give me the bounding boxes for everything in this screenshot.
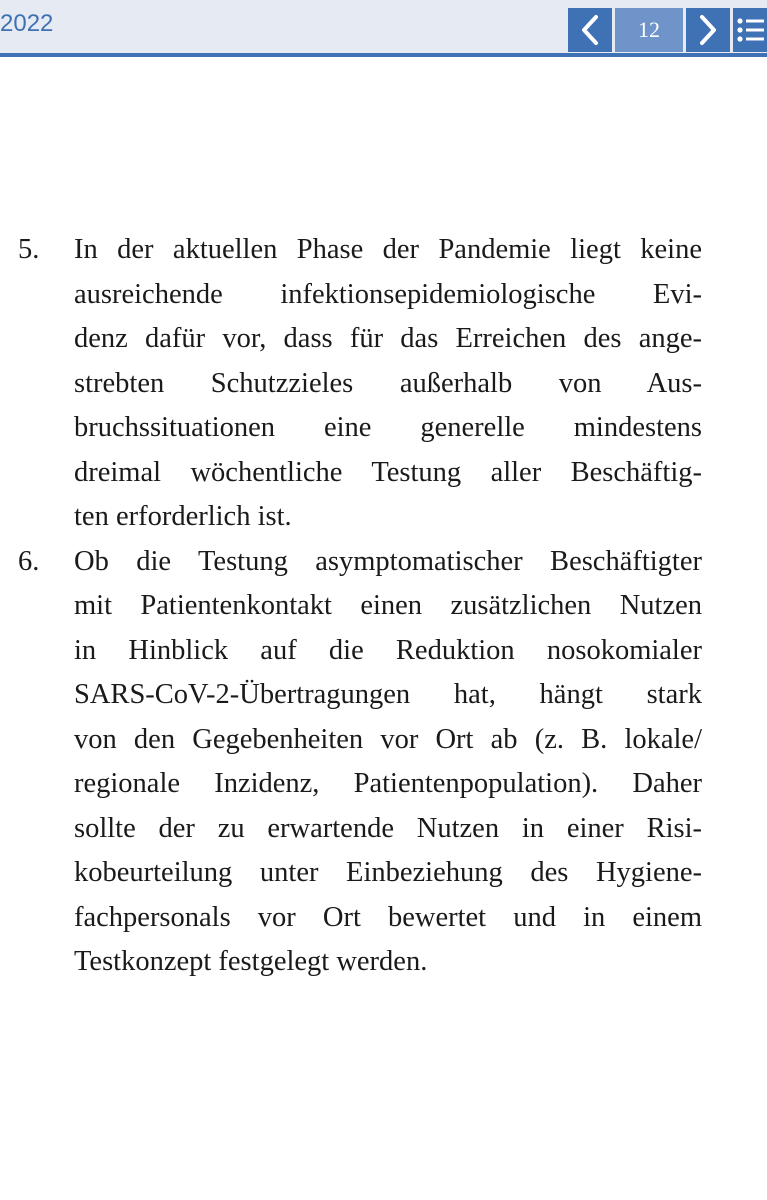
list-item-line: Ob die Testung asymptomatischer Beschäftigter	[74, 545, 702, 577]
list-item-line: strebten Schutzzieles außerhalb von Aus-	[74, 367, 702, 399]
list-item-line: sollte der zu erwartende Nutzen in einer Risi-	[74, 812, 702, 844]
list-item	[18, 228, 702, 540]
chevron-left-icon	[579, 14, 601, 46]
list-item-line: ausreichende infektionsepidemiologische Evi-	[74, 278, 702, 310]
header-year: 2022	[0, 10, 54, 37]
list-item-line: in Hinblick auf die Reduktion nosokomialer	[74, 634, 702, 666]
document-body	[18, 228, 702, 985]
list-item-line: regionale Inzidenz, Patientenpopulation). Daher	[74, 768, 702, 799]
list-item-line: Testkonzept festgelegt werden.	[74, 946, 428, 977]
chevron-right-icon	[697, 14, 719, 46]
page-header	[0, 0, 767, 57]
list-item-line: mit Patientenkontakt einen zusätzlichen Nutzen	[74, 590, 702, 621]
table-of-contents-button[interactable]	[733, 8, 767, 52]
list-item-line: fachpersonals vor Ort bewertet und in einem	[74, 901, 702, 933]
list-item-number: 6.	[18, 545, 40, 577]
list-item-line: bruchssituationen eine generelle mindestens	[74, 412, 702, 443]
list-item-line: von den Gegebenheiten vor Ort ab (z. B. lokale/	[74, 723, 702, 755]
list-item-line: In der aktuellen Phase der Pandemie liegt keine	[74, 234, 702, 265]
list-item-line: dreimal wöchentliche Testung aller Beschäftig-	[74, 456, 702, 488]
list-item-number: 5.	[18, 234, 40, 265]
list-item-line: SARS-CoV-2-Übertragungen hat, hängt stark	[74, 679, 702, 710]
list-item-line: ten erforderlich ist.	[74, 501, 292, 532]
list-item	[18, 540, 702, 985]
previous-page-button[interactable]	[568, 8, 612, 52]
list-icon	[736, 15, 764, 45]
list-item-line: denz dafür vor, dass für das Erreichen des ange-	[74, 323, 702, 354]
list-item-line: kobeurteilung unter Einbeziehung des Hygiene-	[74, 857, 702, 888]
next-page-button[interactable]	[686, 8, 730, 52]
page-number: 12	[615, 8, 683, 52]
